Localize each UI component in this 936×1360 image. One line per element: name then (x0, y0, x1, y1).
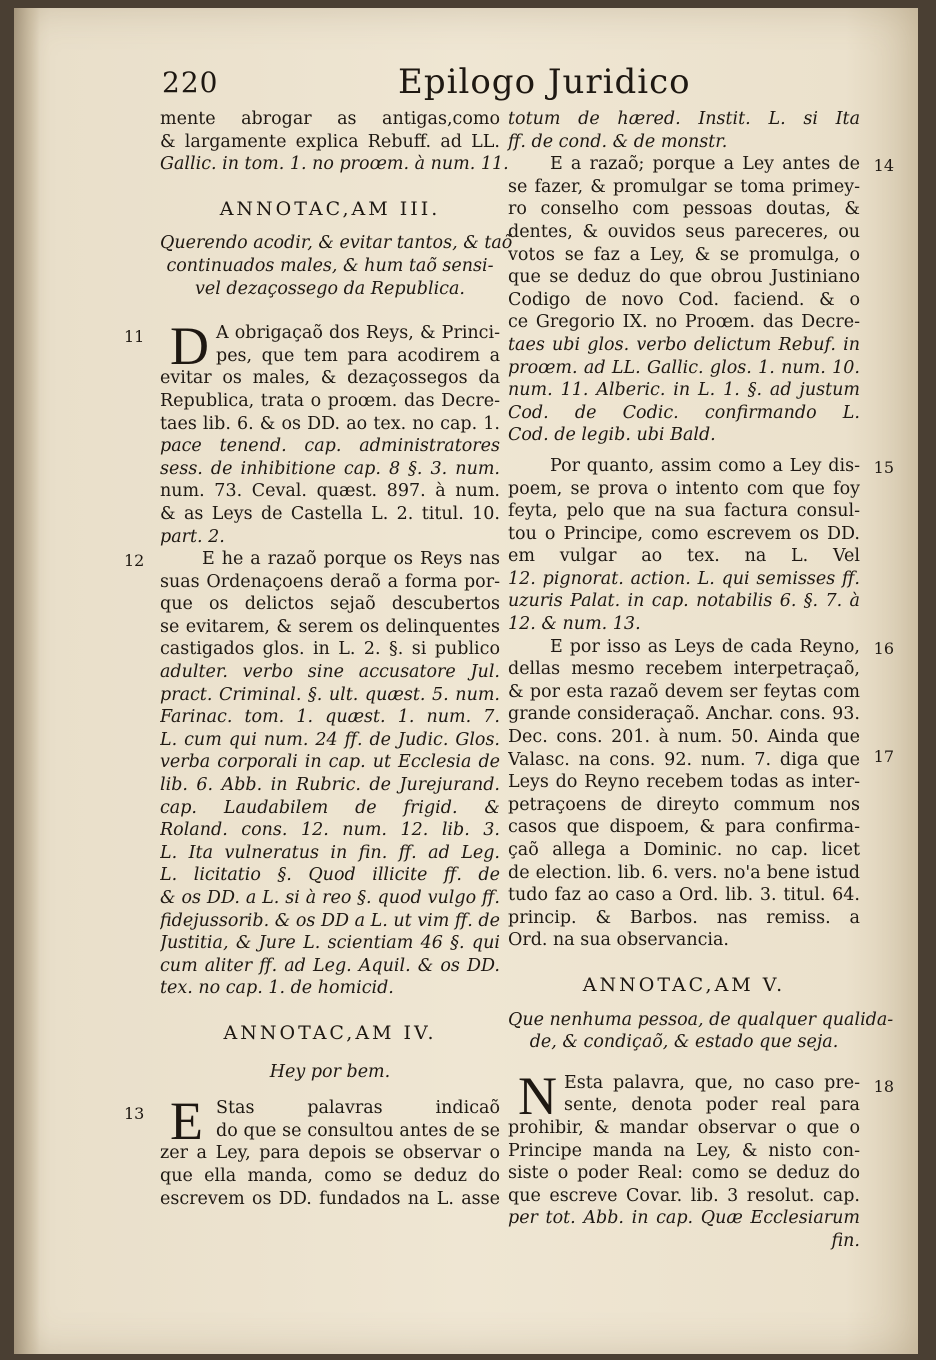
text-line: Cod. de Codic. confirmando L. (508, 402, 860, 423)
text-line: adulter. verbo sine accusatore Jul. (160, 662, 500, 683)
paragraph-number: 12 (124, 551, 145, 571)
text-line: sess. de inhibitione cap. 8 §. 3. num. (160, 458, 500, 479)
text-line: zer a Ley, para depois se observar o (160, 1143, 500, 1164)
text-line: per tot. Abb. in cap. Quæ Ecclesiarum (508, 1208, 860, 1229)
book-page (14, 8, 918, 1354)
text-line: Ord. na sua observancia. (508, 930, 729, 951)
text-line: Valasc. na cons. 92. num. 7. diga que (508, 749, 860, 770)
text-line: num. 73. Ceval. quæst. 897. à num. (160, 481, 500, 502)
paragraph-18 (508, 1065, 894, 1253)
text-line: cum aliter ff. ad Leg. Aquil. & os DD. (160, 955, 500, 976)
drop-cap: N (518, 1065, 557, 1126)
page-number: 220 (162, 66, 219, 99)
drop-cap: E (170, 1091, 203, 1152)
text-line: Que nenhuma pessoa, de qualquer qualida- (508, 1009, 894, 1030)
text-line: & as Leys de Castella L. 2. titul. 10. (160, 503, 500, 524)
annotation-subheading: Hey por bem. (269, 1061, 391, 1082)
page-header (162, 62, 862, 106)
paragraph-number: 11 (124, 327, 145, 347)
text-line: tou o Principe, como escrevem os DD. (508, 523, 860, 544)
text-line: totum de hæred. Instit. L. si Ita (508, 109, 860, 129)
text-line: tex. no cap. 1. de homicid. (160, 978, 394, 999)
text-line: lib. 6. Abb. in Rubric. de Jurejurand. (160, 775, 500, 796)
right-intro (508, 108, 860, 153)
text-line: E a razaõ; porque a Ley antes de (550, 154, 860, 175)
paragraph-number: 16 (873, 638, 894, 658)
text-line: pace tenend. cap. administratores (160, 436, 500, 457)
paragraph-number: 13 (124, 1104, 145, 1124)
annotation-heading: ANNOTAC,AM IV. (223, 1021, 437, 1044)
text-line: Republica, trata o proœm. das Decre- (160, 390, 500, 411)
annotation-summary (160, 232, 513, 300)
text-line: fin. (831, 1230, 860, 1251)
text-line: Farinac. tom. 1. quæst. 1. num. 7. (160, 707, 500, 728)
text-line: taes ubi glos. verbo delictum Rebuf. in (508, 334, 860, 355)
paragraph-13 (124, 1091, 500, 1210)
text-line: que escreve Covar. lib. 3 resolut. cap. (508, 1185, 860, 1206)
left-intro (160, 108, 509, 176)
text-line: pes, que tem para acodirem a (216, 345, 500, 366)
text-line: Codigo de novo Cod. faciend. & o (508, 289, 860, 310)
text-line: Roland. cons. 12. num. 12. lib. 3. (160, 820, 500, 841)
text-line: Dec. cons. 201. à num. 50. Ainda que (508, 727, 860, 748)
text-line: dellas mesmo recebem interpetraçaõ, (508, 659, 860, 680)
text-line: & por esta razaõ devem ser feytas com (508, 681, 860, 702)
drop-cap: D (170, 316, 209, 377)
left-column (124, 108, 513, 1210)
paragraph-number: 14 (873, 156, 894, 176)
text-line: tudo faz ao caso a Ord. lib. 3. titul. 64. (508, 885, 860, 906)
text-line: 12. pignorat. action. L. qui semisses ff. (508, 568, 860, 589)
text-line: pract. Criminal. §. ult. quæst. 5. num. (160, 684, 500, 705)
text-line: Stas palavras indicaõ (216, 1098, 500, 1119)
text-line: Principe manda na Ley, & nisto con- (508, 1140, 860, 1161)
text-line: que os delictos sejaõ descubertos (160, 594, 500, 615)
text-line: E por isso as Leys de cada Reyno, (550, 636, 860, 657)
text-line: sente, denota poder real para (564, 1095, 860, 1116)
text-line: L. cum qui num. 24 ff. de Judic. Glos. (160, 729, 500, 750)
right-column (508, 108, 894, 1253)
text-line: que ella manda, como se deduz do (160, 1165, 500, 1186)
paragraph-16 (508, 636, 894, 952)
paragraph-number: 15 (873, 457, 894, 477)
running-title: Epilogo Juridico (398, 62, 691, 102)
paragraph-number: 18 (873, 1076, 894, 1096)
text-line: taes lib. 6. & os DD. ao tex. no cap. 1. (160, 413, 500, 434)
text-line: do que se consultou antes de se (216, 1120, 500, 1141)
text-line: princip. & Barbos. nas remiss. a (508, 907, 860, 928)
paragraph-14 (508, 153, 894, 447)
text-line: prohibir, & mandar observar o que o (508, 1117, 860, 1138)
text-line: suas Ordenaçoens deraõ a forma por- (160, 571, 500, 592)
text-line: se evitarem, & serem os delinquentes (160, 616, 500, 637)
text-line: escrevem os DD. fundados na L. asse (160, 1188, 500, 1209)
text-line: A obrigaçaõ dos Reys, & Princi- (216, 323, 500, 344)
text-line: proœm. ad LL. Gallic. glos. 1. num. 10. (508, 357, 860, 378)
text-line: çaõ allega a Dominic. no cap. licet (508, 840, 860, 860)
text-line: mente abrogar as antigas,como (160, 109, 500, 129)
paragraph-11 (124, 316, 500, 548)
text-line: se fazer, & promulgar se toma primey- (508, 176, 860, 197)
text-line: num. 11. Alberic. in L. 1. §. ad justum (508, 380, 860, 401)
text-line: votos se faz a Ley, & se promulga, o (508, 244, 860, 265)
text-line: ce Gregorio IX. no Proœm. das Decre- (508, 312, 860, 333)
text-line: L. licitatio §. Quod illicite ff. de (160, 865, 500, 886)
text-line: fidejussorib. & os DD a L. ut vim ff. de (160, 910, 500, 931)
text-line: ff. de cond. & de monstr. (508, 131, 728, 152)
text-line: cap. Laudabilem de frigid. & (160, 797, 500, 818)
text-line: Justitia, & Jure L. scientiam 46 §. qui (160, 933, 500, 954)
text-line: part. 2. (160, 526, 225, 547)
text-line: & os DD. a L. si à reo §. quod vulgo ff. (160, 888, 500, 908)
text-line: verba corporali in cap. ut Ecclesia de (160, 752, 500, 773)
text-line: continuados males, & hum taõ sensi- (166, 255, 494, 276)
text-line: E he a razaõ porque os Reys nas (202, 549, 500, 570)
text-line: ro conselho com pessoas doutas, & (508, 199, 860, 220)
text-line: Esta palavra, que, no caso pre- (564, 1072, 860, 1093)
binding-shadow (14, 8, 40, 1354)
text-line: Por quanto, assim como a Ley dis- (550, 455, 860, 476)
text-line: grande consideraçaõ. Anchar. cons. 93. (508, 704, 860, 725)
text-line: de, & condiçaõ, & estado que seja. (529, 1032, 839, 1053)
text-line: siste o poder Real: como se deduz do (508, 1163, 860, 1184)
paragraph-number: 17 (873, 746, 894, 766)
text-line: em vulgar ao tex. na L. Vel (508, 546, 860, 567)
text-line: L. Ita vulneratus in fin. ff. ad Leg. (160, 842, 500, 863)
text-line: poem, se prova o intento com que foy (508, 478, 860, 499)
text-line: Cod. de legib. ubi Bald. (508, 425, 716, 446)
text-line: evitar os males, & dezaçossegos da (160, 368, 500, 389)
paragraph-12 (124, 548, 500, 1000)
annotation-heading: ANNOTAC,AM III. (219, 197, 441, 220)
text-line: dentes, & ouvidos seus pareceres, ou (508, 221, 860, 242)
text-line: de election. lib. 6. vers. no'a bene istud (508, 862, 860, 883)
paragraph-15 (508, 455, 894, 636)
text-line: castigados glos. in L. 2. §. si publico (160, 639, 500, 660)
annotation-heading: ANNOTAC,AM V. (582, 973, 786, 996)
text-line: uzuris Palat. in cap. notabilis 6. §. 7. à (508, 591, 860, 612)
annotation-summary (508, 1009, 894, 1054)
text-line: 12. & num. 13. (508, 614, 641, 635)
text-line: Gallic. in tom. 1. no proœm. à num. 11. (160, 154, 509, 175)
text-line: que se deduz do que obrou Justiniano (508, 267, 860, 288)
text-line: Querendo acodir, & evitar tantos, & taõ (160, 233, 513, 254)
text-line: Leys do Reyno recebem todas as inter- (508, 772, 860, 793)
text-line: feyta, pelo que na sua factura consul- (508, 501, 860, 522)
text-line: petraçoens de direyto commum nos (508, 794, 860, 815)
text-line: casos que dispoem, & para confirma- (508, 817, 860, 838)
text-line: & largamente explica Rebuff. ad LL. (160, 131, 500, 152)
text-line: vel dezaçossego da Republica. (195, 278, 465, 299)
